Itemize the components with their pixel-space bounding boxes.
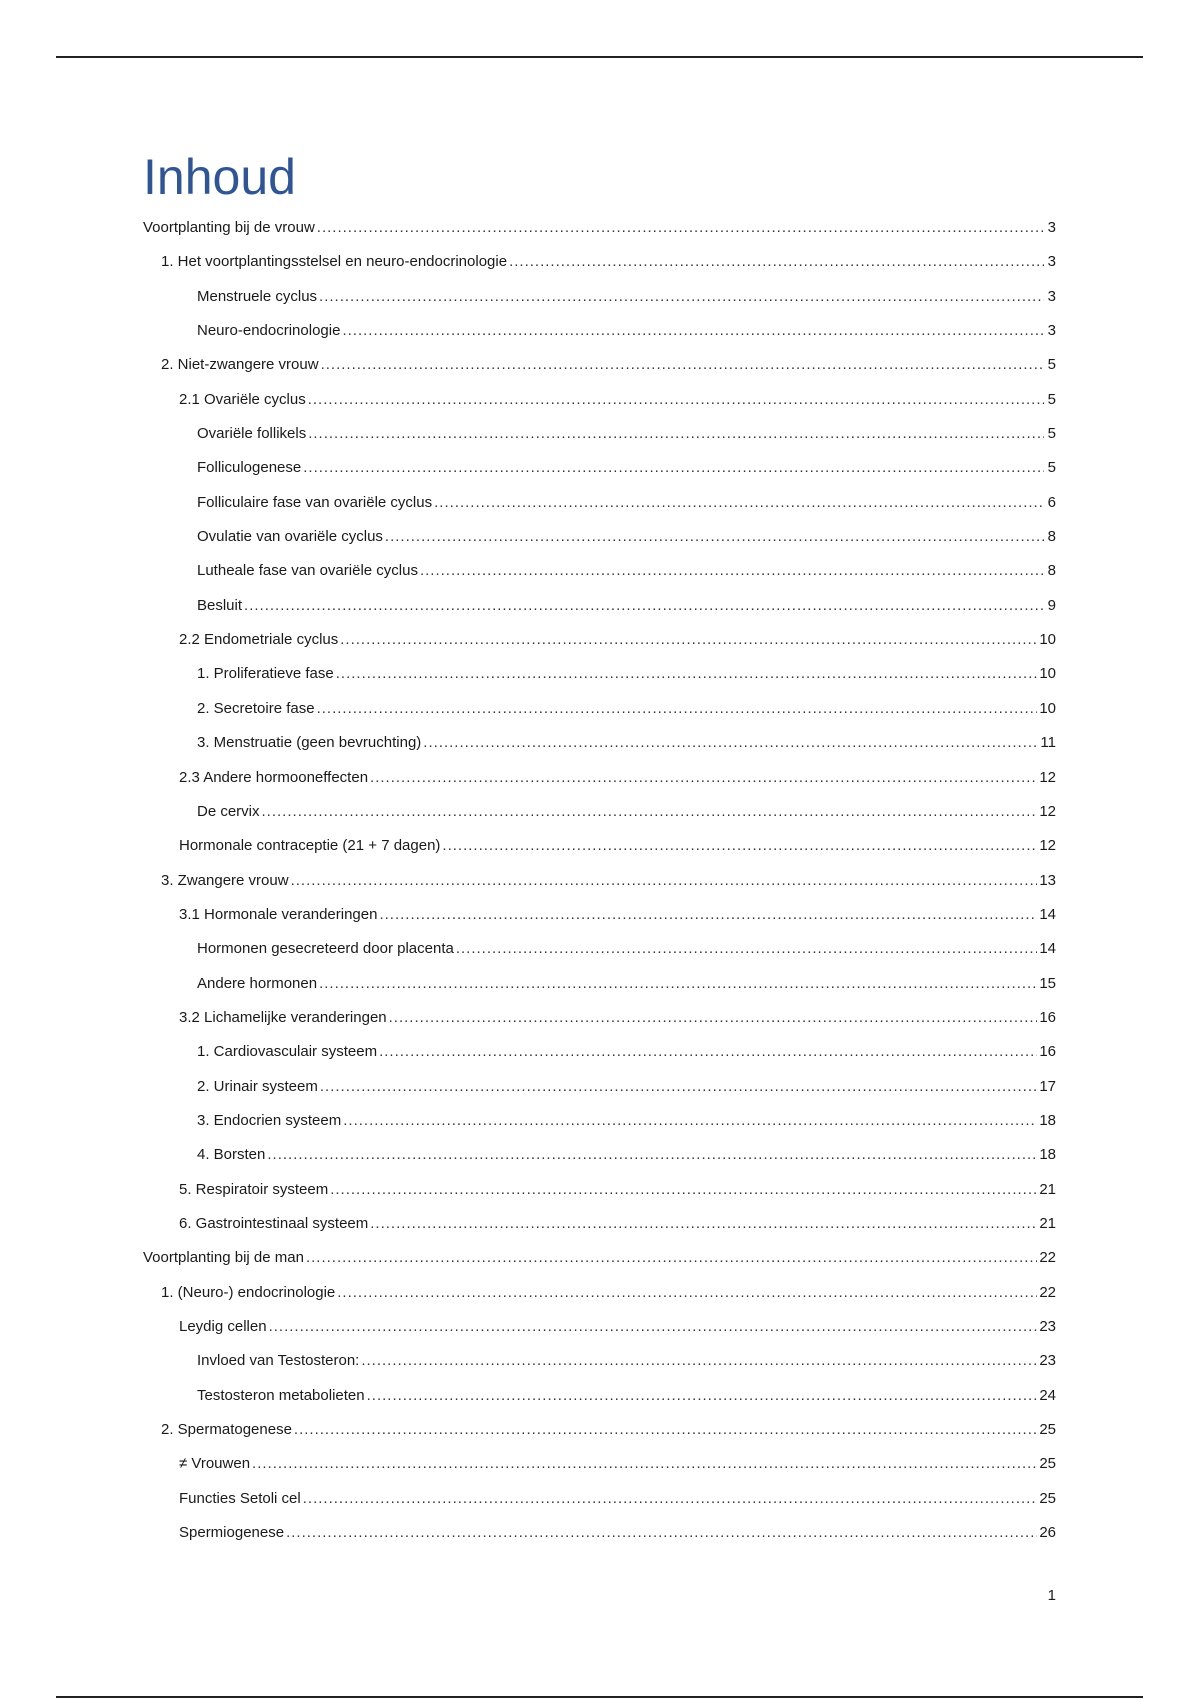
toc-entry-label[interactable]: 3.1 Hormonale veranderingen [179, 905, 378, 923]
toc-dot-leader [434, 494, 1044, 512]
toc-entry-page[interactable]: 16 [1039, 1008, 1056, 1026]
toc-entry-label[interactable]: 1. Cardiovasculair systeem [197, 1043, 378, 1061]
toc-dot-leader [269, 1318, 1038, 1336]
toc-entry[interactable] [143, 288, 1056, 306]
toc-entry[interactable] [143, 872, 1056, 890]
toc-entry[interactable] [143, 1490, 1056, 1508]
toc-dot-leader [340, 631, 1037, 649]
toc-entry-label[interactable]: Hormonen gesecreteerd door placenta [197, 940, 454, 958]
toc-entry[interactable] [143, 1009, 1056, 1027]
toc-entry-page[interactable]: 25 [1039, 1489, 1056, 1507]
toc-entry-label[interactable]: Ovariële follikels [197, 425, 307, 443]
toc-entry-page[interactable]: 23 [1039, 1318, 1056, 1335]
toc-entry[interactable] [143, 665, 1056, 683]
toc-entry[interactable] [143, 1249, 1056, 1267]
toc-entry-label[interactable]: 1. (Neuro-) endocrinologie [161, 1283, 336, 1301]
toc-dot-leader [262, 803, 1038, 821]
toc-dot-leader [361, 1352, 1037, 1370]
toc-entry-page[interactable]: 8 [1047, 562, 1056, 580]
toc-dot-leader [267, 1146, 1037, 1164]
toc-entry-page[interactable]: 21 [1039, 1180, 1056, 1198]
toc-entry-label[interactable]: 2.1 Ovariële cyclus [179, 390, 306, 408]
toc-entry-page[interactable]: 17 [1039, 1077, 1056, 1095]
toc-entry[interactable] [143, 1078, 1056, 1096]
toc-entry-label[interactable]: 2.2 Endometriale cyclus [179, 631, 339, 649]
toc-entry-page[interactable]: 5 [1047, 390, 1056, 408]
toc-entry[interactable] [143, 1455, 1056, 1473]
toc-entry-label[interactable]: Ovulatie van ovariële cyclus [197, 528, 383, 546]
toc-entry[interactable] [143, 975, 1056, 993]
toc-entry-page[interactable]: 24 [1039, 1386, 1056, 1404]
toc-entry-label[interactable]: Lutheale fase van ovariële cyclus [197, 562, 418, 580]
toc-entry[interactable] [143, 1387, 1056, 1405]
toc-entry-label[interactable]: Testosteron metabolieten [197, 1386, 365, 1404]
toc-entry-label[interactable]: Voortplanting bij de man [143, 1249, 304, 1267]
toc-dot-leader [367, 1387, 1038, 1405]
toc-entry-page[interactable]: 6 [1047, 493, 1056, 511]
toc-entry-label[interactable]: 3. Menstruatie (geen bevruchting) [197, 734, 422, 752]
toc-entry-label[interactable]: Leydig cellen [179, 1318, 267, 1335]
toc-dot-leader [317, 700, 1038, 718]
toc-entry[interactable] [143, 906, 1056, 924]
toc-entry-page[interactable]: 5 [1047, 425, 1056, 443]
toc-entry-label[interactable]: 1. Proliferatieve fase [197, 665, 334, 683]
toc-entry[interactable] [143, 425, 1056, 443]
toc-entry-page[interactable]: 22 [1039, 1249, 1056, 1267]
toc-entry-label[interactable]: 3. Zwangere vrouw [161, 871, 289, 889]
toc-entry-page[interactable]: 23 [1039, 1352, 1056, 1370]
toc-dot-leader [456, 940, 1037, 958]
toc-entry-page[interactable]: 3 [1047, 253, 1056, 271]
toc-dot-leader [308, 391, 1044, 409]
toc-entry[interactable] [143, 734, 1056, 752]
toc-dot-leader [389, 1009, 1038, 1027]
toc-entry-page[interactable]: 3 [1047, 287, 1056, 305]
toc-dot-leader [336, 665, 1038, 683]
toc-dot-leader [370, 1215, 1037, 1233]
toc-entry[interactable] [143, 700, 1056, 718]
toc-entry-page[interactable]: 16 [1039, 1043, 1056, 1061]
toc-entry[interactable] [143, 356, 1056, 374]
toc-dot-leader [308, 425, 1044, 443]
toc-entry-label[interactable]: 3.2 Lichamelijke veranderingen [179, 1008, 387, 1026]
toc-entry-label[interactable]: 6. Gastrointestinaal systeem [179, 1214, 369, 1232]
toc-entry-page[interactable]: 3 [1047, 219, 1056, 236]
toc-entry-label[interactable]: Invloed van Testosteron: [197, 1352, 360, 1370]
toc-entry-page[interactable]: 14 [1039, 905, 1056, 923]
toc-entry-page[interactable]: 5 [1047, 459, 1056, 477]
toc-entry[interactable] [143, 769, 1056, 787]
toc-entry-page[interactable]: 10 [1039, 631, 1056, 649]
toc-dot-leader [291, 872, 1038, 890]
toc-dot-leader [423, 734, 1038, 752]
toc-dot-leader [306, 1249, 1037, 1267]
toc-entry-label[interactable]: Spermiogenese [179, 1524, 285, 1542]
toc-entry[interactable] [143, 1421, 1056, 1439]
toc-entry-page[interactable]: 11 [1040, 734, 1056, 752]
toc-dot-leader [385, 528, 1044, 546]
toc-entry[interactable] [143, 459, 1056, 477]
toc-entry[interactable] [143, 1043, 1056, 1061]
toc-entry[interactable] [143, 597, 1056, 615]
toc-entry-page[interactable]: 18 [1039, 1111, 1056, 1129]
toc-entry[interactable] [143, 631, 1056, 649]
toc-dot-leader [317, 219, 1044, 237]
toc-dot-leader [343, 1112, 1037, 1130]
toc-entry[interactable] [143, 1524, 1056, 1542]
toc-dot-leader [294, 1421, 1037, 1439]
toc-entry-page[interactable]: 26 [1039, 1524, 1056, 1542]
page-title: Inhoud [143, 149, 296, 205]
toc-entry-label[interactable]: De cervix [197, 802, 260, 820]
toc-dot-leader [321, 356, 1044, 374]
toc-entry-label[interactable]: 3. Endocrien systeem [197, 1111, 342, 1129]
toc-dot-leader [509, 253, 1044, 271]
toc-entry[interactable] [143, 562, 1056, 580]
toc-dot-leader [379, 1043, 1037, 1061]
toc-entry-page[interactable]: 18 [1039, 1146, 1056, 1164]
toc-entry-page[interactable]: 25 [1039, 1455, 1056, 1473]
toc-entry-page[interactable]: 10 [1039, 665, 1056, 683]
toc-entry-label[interactable]: 5. Respiratoir systeem [179, 1180, 329, 1198]
toc-entry-label[interactable]: Voortplanting bij de vrouw [143, 219, 315, 236]
toc-entry-label[interactable]: Besluit [197, 596, 243, 614]
toc-entry-page[interactable]: 21 [1039, 1214, 1056, 1232]
table-of-contents [143, 219, 1056, 1558]
toc-entry-page[interactable]: 22 [1039, 1283, 1056, 1301]
toc-entry-label[interactable]: Andere hormonen [197, 974, 318, 992]
toc-entry-page[interactable]: 12 [1039, 802, 1056, 820]
toc-entry[interactable] [143, 253, 1056, 271]
toc-entry-page[interactable]: 12 [1039, 837, 1056, 855]
toc-dot-leader [442, 837, 1037, 855]
toc-entry-page[interactable]: 3 [1047, 322, 1056, 340]
toc-dot-leader [252, 1455, 1037, 1473]
toc-entry[interactable] [143, 803, 1056, 821]
toc-entry-label[interactable]: 2. Urinair systeem [197, 1077, 318, 1095]
toc-entry-label[interactable]: 2.3 Andere hormooneffecten [179, 768, 369, 786]
toc-entry[interactable] [143, 494, 1056, 512]
toc-dot-leader [319, 975, 1037, 993]
toc-entry-page[interactable]: 10 [1039, 699, 1056, 717]
toc-entry[interactable] [143, 1112, 1056, 1130]
toc-dot-leader [420, 562, 1044, 580]
toc-dot-leader [303, 1490, 1038, 1508]
toc-entry-page[interactable]: 12 [1039, 768, 1056, 786]
toc-dot-leader [337, 1284, 1037, 1302]
toc-entry-label[interactable]: Folliculogenese [197, 459, 302, 477]
toc-entry[interactable] [143, 1146, 1056, 1164]
toc-dot-leader [370, 769, 1037, 787]
toc-entry[interactable] [143, 1215, 1056, 1233]
toc-dot-leader [303, 459, 1044, 477]
toc-dot-leader [319, 288, 1044, 306]
toc-entry-page[interactable]: 15 [1039, 974, 1056, 992]
toc-entry-label[interactable]: Hormonale contraceptie (21 + 7 dagen) [179, 837, 441, 855]
toc-entry-page[interactable]: 25 [1039, 1421, 1056, 1439]
header-rule [56, 56, 1143, 58]
toc-entry-label[interactable]: 2. Niet-zwangere vrouw [161, 356, 319, 374]
toc-entry[interactable] [143, 1352, 1056, 1370]
toc-entry[interactable] [143, 837, 1056, 855]
toc-dot-leader [286, 1524, 1037, 1542]
toc-entry-label[interactable]: ≠ Vrouwen [179, 1455, 251, 1473]
toc-entry[interactable] [143, 322, 1056, 340]
toc-entry-page[interactable]: 14 [1039, 940, 1056, 958]
toc-entry[interactable] [143, 391, 1056, 409]
toc-dot-leader [320, 1078, 1037, 1096]
toc-entry-label[interactable]: 2. Secretoire fase [197, 699, 315, 717]
toc-entry-label[interactable]: 1. Het voortplantingsstelsel en neuro-endocrinologie [161, 253, 508, 271]
toc-dot-leader [244, 597, 1044, 615]
toc-entry[interactable] [143, 528, 1056, 546]
toc-dot-leader [330, 1181, 1037, 1199]
toc-entry-label[interactable]: 4. Borsten [197, 1146, 266, 1164]
toc-entry-label[interactable]: Functies Setoli cel [179, 1489, 301, 1507]
toc-entry-page[interactable]: 5 [1047, 356, 1056, 374]
toc-entry-page[interactable]: 9 [1047, 596, 1056, 614]
toc-entry[interactable] [143, 219, 1056, 237]
toc-entry-label[interactable]: Neuro-endocrinologie [197, 322, 341, 340]
toc-entry[interactable] [143, 940, 1056, 958]
toc-entry-label[interactable]: 2. Spermatogenese [161, 1421, 292, 1439]
toc-dot-leader [342, 322, 1044, 340]
toc-entry-page[interactable]: 13 [1039, 871, 1056, 889]
toc-entry[interactable] [143, 1181, 1056, 1199]
toc-entry[interactable] [143, 1284, 1056, 1302]
footer-rule [56, 1696, 1143, 1698]
toc-entry[interactable] [143, 1318, 1056, 1336]
page-number: 1 [1047, 1587, 1056, 1604]
toc-entry-page[interactable]: 8 [1047, 528, 1056, 546]
toc-entry-label[interactable]: Folliculaire fase van ovariële cyclus [197, 493, 433, 511]
toc-dot-leader [379, 906, 1037, 924]
toc-entry-label[interactable]: Menstruele cyclus [197, 287, 318, 305]
